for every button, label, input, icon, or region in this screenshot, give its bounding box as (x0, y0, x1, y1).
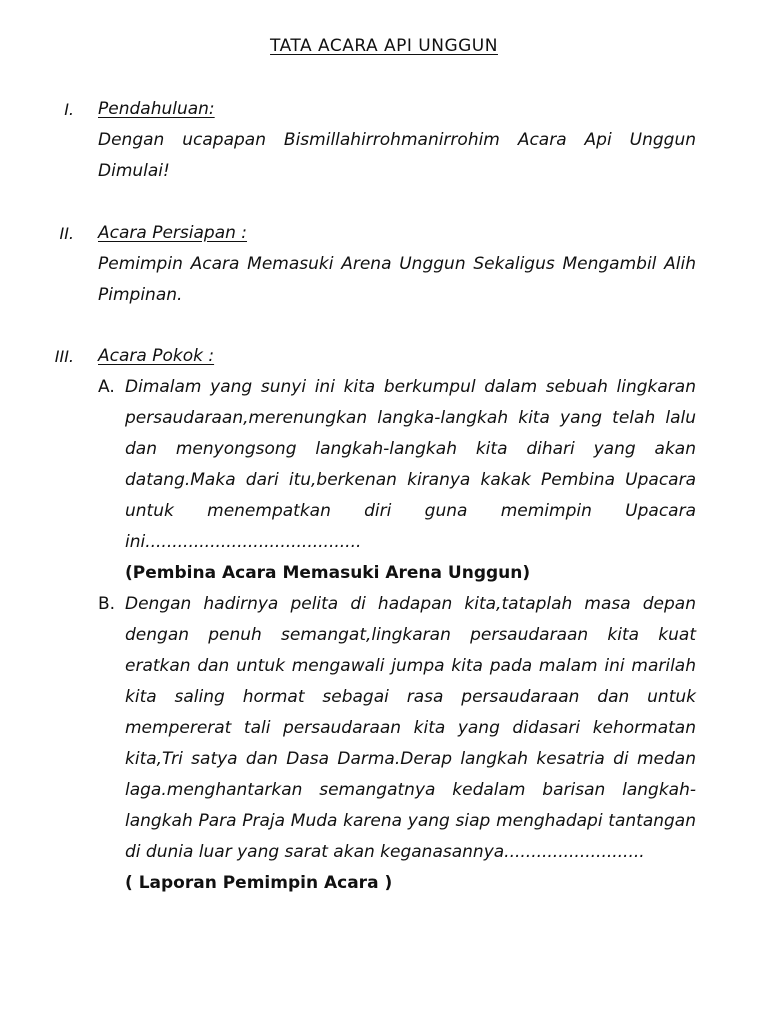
item-text: Dimalam yang sunyi ini kita berkumpul dalam sebuah lingkaran persaudaraan,merenungkan langka-langkah kita yang telah lalu dan menyongsong langkah-langkah kita dihari yang akan datang.Maka dari itu,berkenan kiranya kakak Pembina Upacara untuk menempatkan diri guna memimpin Upacara ini........................................ (125, 377, 696, 552)
item-letter: B. (98, 594, 116, 614)
section-number: III. (54, 347, 74, 366)
section-body (98, 94, 696, 187)
item-list (98, 372, 696, 899)
item-letter: A. (98, 377, 115, 397)
section-number: I. (64, 100, 74, 119)
list-item (98, 589, 696, 899)
item-text: Dengan hadirnya pelita di hadapan kita,tataplah masa depan dengan penuh semangat,lingkaran persaudaraan kita kuat eratkan dan untuk mengawali jumpa kita pada malam ini marilah kita saling hormat sebagai rasa persaudaraan dan untuk mempererat tali persaudaraan kita yang didasari kehormatan kita,Tri satya dan Dasa Darma.Derap langkah kesatria di medan laga.menghantarkan semangatnya kedalam barisan langkah-langkah Para Praja Muda karena yang siap menghadapi tantangan di dunia luar yang sarat akan keganasannya.......................... (125, 594, 696, 862)
item-note: ( Laporan Pemimpin Acara ) (125, 873, 393, 893)
section-body (98, 341, 696, 899)
section-paragraph: Dengan ucapapan Bismillahirrohmanirrohim Acara Api Unggun Dimulai! (98, 130, 696, 181)
section-body (98, 218, 696, 311)
section-heading: Pendahuluan: (98, 99, 215, 119)
section-heading: Acara Persiapan : (98, 223, 248, 243)
list-item (98, 372, 696, 589)
section-number: II. (59, 224, 74, 243)
section-paragraph: Pemimpin Acara Memasuki Arena Unggun Sekaligus Mengambil Alih Pimpinan. (98, 254, 696, 305)
section-heading: Acara Pokok : (98, 346, 215, 366)
document-title: TATA ACARA API UNGGUN (270, 36, 498, 56)
item-note: (Pembina Acara Memasuki Arena Unggun) (125, 563, 531, 583)
